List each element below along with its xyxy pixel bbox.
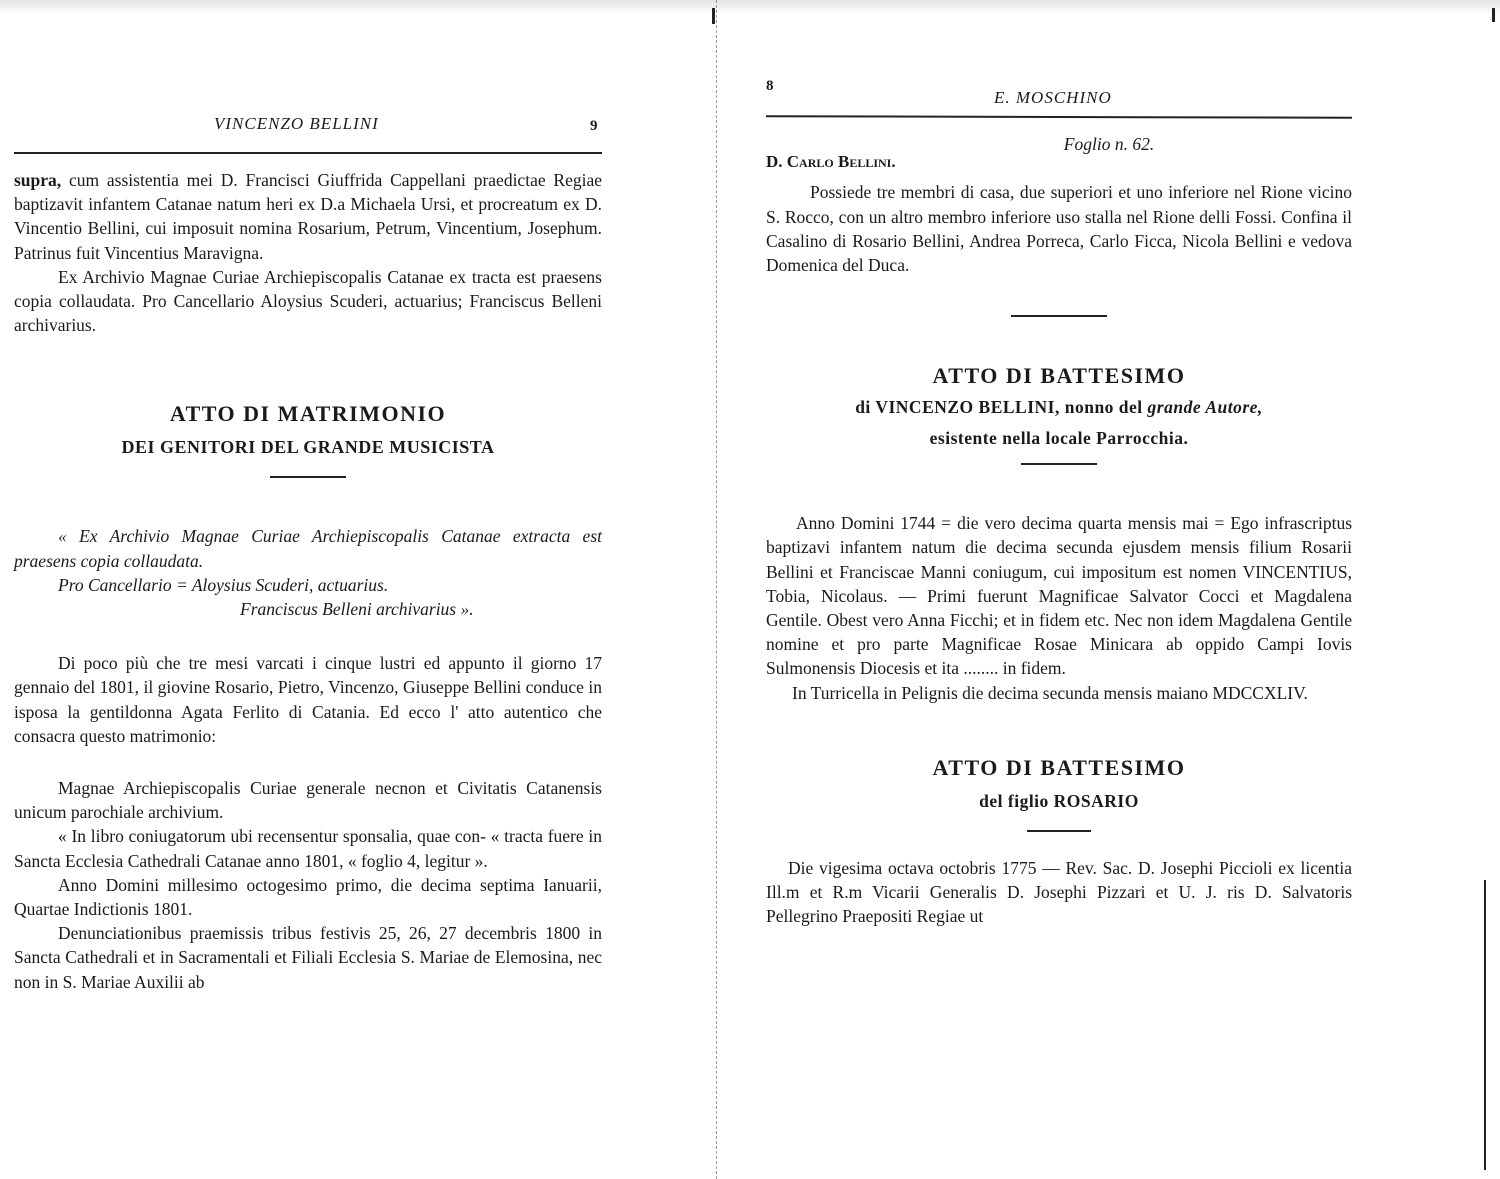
paragraph: Die vigesima octava octobris 1775 — Rev. Sac. D. Josephi Piccioli ex licentia Ill.m et R.m Vicarii Generalis D. Josephi Pizzari et U. J. ris D. Salvatoris Pellegrino Praepositi Regiae ut <box>766 857 1352 927</box>
header-rule <box>14 152 602 154</box>
running-head <box>14 100 602 136</box>
paragraph: Di poco più che tre mesi varcati i cinque lustri ed appunto il giorno 17 gennaio del 1801, il giovine Rosario, Pietro, Vincenzo, Giuseppe Bellini conduce in isposa la gentildonna Agata Ferlito di Catania. Ed ecco l' atto autentico che consacra questo matrimonio: <box>14 653 602 746</box>
header-rule <box>766 115 1352 119</box>
baptism-record-vincenzo <box>766 511 1352 705</box>
gutter-mark <box>712 8 715 24</box>
baptism-record-rosario <box>766 856 1352 929</box>
section-rule <box>1011 315 1107 317</box>
paragraph: Magnae Archiepiscopalis Curiae generale necnon et Civitatis Catanensis unicum parochiale archivium. <box>14 778 602 823</box>
quote-line: Pro Cancellario = Aloysius Scuderi, actuarius. <box>58 574 389 595</box>
section-title: ATTO DI MATRIMONIO <box>169 401 447 427</box>
paragraph: « In libro coniugatorum ubi recensentur sponsalia, quae con- « tracta fuere in Sancta Ecclesia Cathedrali Catanae anno 1801, « foglio 4, legitur ». <box>14 826 602 871</box>
paragraph: In Turricella in Pelignis die decima secunda mensis maiano MDCCXLIV. <box>792 682 1308 703</box>
running-title: VINCENZO BELLINI <box>214 114 379 133</box>
running-head <box>766 70 1352 106</box>
section-rule <box>1021 463 1097 465</box>
continued-text <box>14 168 602 337</box>
section-subtitle: DEI GENITORI DEL GRANDE MUSICISTA <box>121 437 495 458</box>
section-subtitle-line2: esistente nella locale Parrocchia. <box>929 428 1189 449</box>
left-page <box>14 100 602 994</box>
quote-line: « Ex Archivio Magnae Curiae Archiepiscopalis Catanae extracta est praesens copia collaudata. <box>14 526 602 571</box>
body-text <box>14 651 602 994</box>
page-number: 8 <box>766 78 774 94</box>
book-gutter <box>716 0 717 1179</box>
section-title: ATTO DI BATTESIMO <box>932 754 1186 780</box>
section-subtitle: di VINCENZO BELLINI, nonno del grande Autore, <box>855 397 1263 418</box>
paragraph: Anno Domini 1744 = die vero decima quarta mensis mai = Ego infrascriptus baptizavi infantem natum die decima secunda ejusdem mensis filium Rosarii Bellini et Franciscae Manni coniugum, cui impositum est nomen VINCENTIUS, Tobia, Nicolaus. — Primi fuerunt Magnificae Salvator Cocci et Magdalena Gentile. Obest vero Anna Ficchi; et in fidem etc. Nec non idem Magdalena Gentile nomine et pro parte Magnificae Rosae Minicara ab oppido Campi Iovis Sulmonensis Diocesis et ita ........ in fidem. <box>766 513 1352 679</box>
paragraph: Ex Archivio Magnae Curiae Archiepiscopalis Catanae ex tracta est praesens copia collaudata. Pro Cancellario Aloysius Scuderi, actuarius; Franciscus Belleni archivarius. <box>14 266 602 336</box>
entry-name: D. Carlo Bellini. <box>766 152 896 172</box>
section-rule <box>1027 830 1091 832</box>
right-page <box>766 70 1352 928</box>
page-edge-mark <box>1492 8 1495 22</box>
section-rule <box>270 476 346 478</box>
section-heading <box>766 363 1352 465</box>
section-heading <box>14 401 602 478</box>
section-heading <box>766 755 1352 832</box>
paragraph: Possiede tre membri di casa, due superiori et uno inferiore nel Rione vicino S. Rocco, con un altro membro inferiore uso stalla nel Rione delli Fossi. Confina il Casalino di Rosario Bellini, Andrea Porreca, Carlo Ficca, Nicola Bellini e vedova Domenica del Duca. <box>766 182 1352 276</box>
quote-line: Franciscus Belleni archivarius ». <box>240 599 474 620</box>
paragraph: Anno Domini millesimo octogesimo primo, die decima septima Ianuarii, Quartae Indictionis 1801. <box>14 874 602 920</box>
scan-top-shadow <box>0 0 1500 14</box>
running-title: E. MOSCHINO <box>994 88 1112 107</box>
paragraph: Denunciationibus praemissis tribus festivis 25, 26, 27 decembris 1800 in Sancta Cathedrali et in Sacramentali et Filiali Ecclesia S. Mariae de Elemosina, nec non in S. Mariae Auxilii ab <box>14 923 602 992</box>
property-entry <box>766 132 1352 317</box>
quoted-attestation <box>14 524 602 621</box>
section-subtitle: del figlio ROSARIO <box>979 790 1139 811</box>
paragraph: supra, cum assistentia mei D. Francisci Giuffrida Cappellani praedictae Regiae baptizavit infantem Catanae natum heri ex D.a Michaela Ursi, et procreatum ex D. Vincentio Bellini, cui imposuit nomina Rosarium, Petrum, Vincentium, Josephum. Patrinus fuit Vincentius Maravigna. <box>14 170 602 263</box>
page-number: 9 <box>590 118 598 134</box>
section-title: ATTO DI BATTESIMO <box>932 363 1186 389</box>
page-edge <box>1484 880 1486 1170</box>
folio-reference: Foglio n. 62. <box>1063 134 1155 154</box>
